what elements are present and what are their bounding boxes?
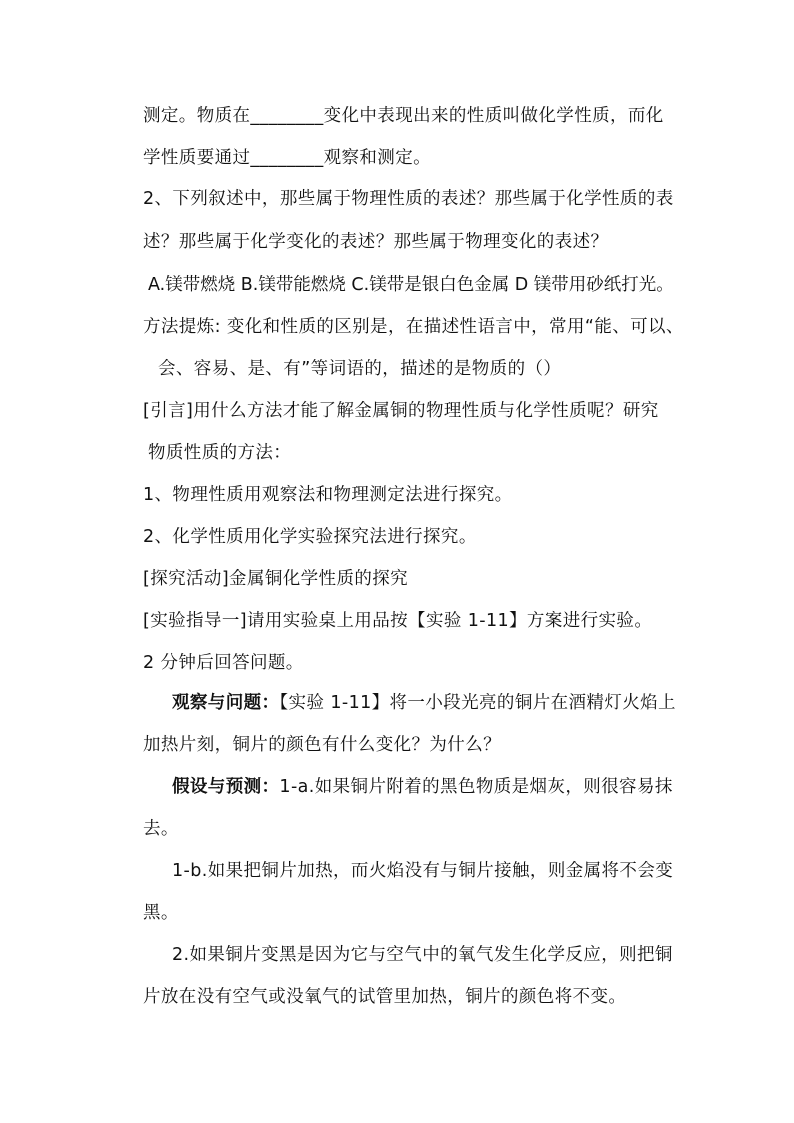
options-line: A.镁带燃烧 B.镁带能燃烧 C.镁带是银白色金属 D 镁带用砂纸打光。 [148, 275, 674, 295]
observe-label: 观察与问题： [172, 693, 280, 713]
guide-line: [实验指导一]请用实验桌上用品按【实验 1-11】方案进行实验。 [143, 611, 653, 631]
observe-text: 【实验 1-11】将一小段光亮的铜片在酒精灯火焰上 [279, 693, 676, 713]
hypo-2-cont: 片放在没有空气或没氧气的试管里加热，铜片的颜色将不变。 [143, 987, 627, 1007]
text-line-4: 述？那些属于化学变化的表述？那些属于物理变化的表述？ [143, 232, 609, 252]
hypo-text: 1-a.如果铜片附着的黑色物质是烟灰，则很容易抹 [279, 777, 673, 797]
hypo-line [172, 775, 673, 799]
method-item-1: 1、物理性质用观察法和物理测定法进行探究。 [143, 485, 513, 505]
text-line-2: 学性质要通过________观察和测定。 [143, 148, 431, 168]
text-line-1: 测定。物质在________变化中表现出来的性质叫做化学性质，而化 [143, 106, 664, 126]
method-line-1: 方法提炼: 变化和性质的区别是，在描述性语言中，常用“能、可以、 [143, 317, 684, 337]
intro-line-1: [引言]用什么方法才能了解金属铜的物理性质与化学性质呢？研究 [143, 401, 659, 421]
time-line: 2 分钟后回答问题。 [143, 653, 304, 673]
hypo-2-line: 2.如果铜片变黑是因为它与空气中的氧气发生化学反应，则把铜 [172, 945, 673, 965]
observe-cont: 加热片刻，铜片的颜色有什么变化？为什么？ [143, 735, 501, 755]
activity-heading: [探究活动]金属铜化学性质的探究 [143, 569, 409, 589]
hypo-cont: 去。 [143, 819, 179, 839]
hypo-b-cont: 黑。 [143, 903, 179, 923]
text-line-3: 2、下列叙述中，那些属于物理性质的表述？那些属于化学性质的表 [143, 189, 674, 209]
method-item-2: 2、化学性质用化学实验探究法进行探究。 [143, 527, 477, 547]
hypo-b-line: 1-b.如果把铜片加热，而火焰没有与铜片接触，则金属将不会变 [172, 861, 674, 881]
observe-line [172, 691, 676, 715]
intro-line-2: 物质性质的方法： [148, 443, 292, 463]
hypo-label: 假设与预测： [172, 777, 280, 797]
method-line-2: 会、容易、是、有”等词语的，描述的是物质的（） [158, 359, 562, 379]
